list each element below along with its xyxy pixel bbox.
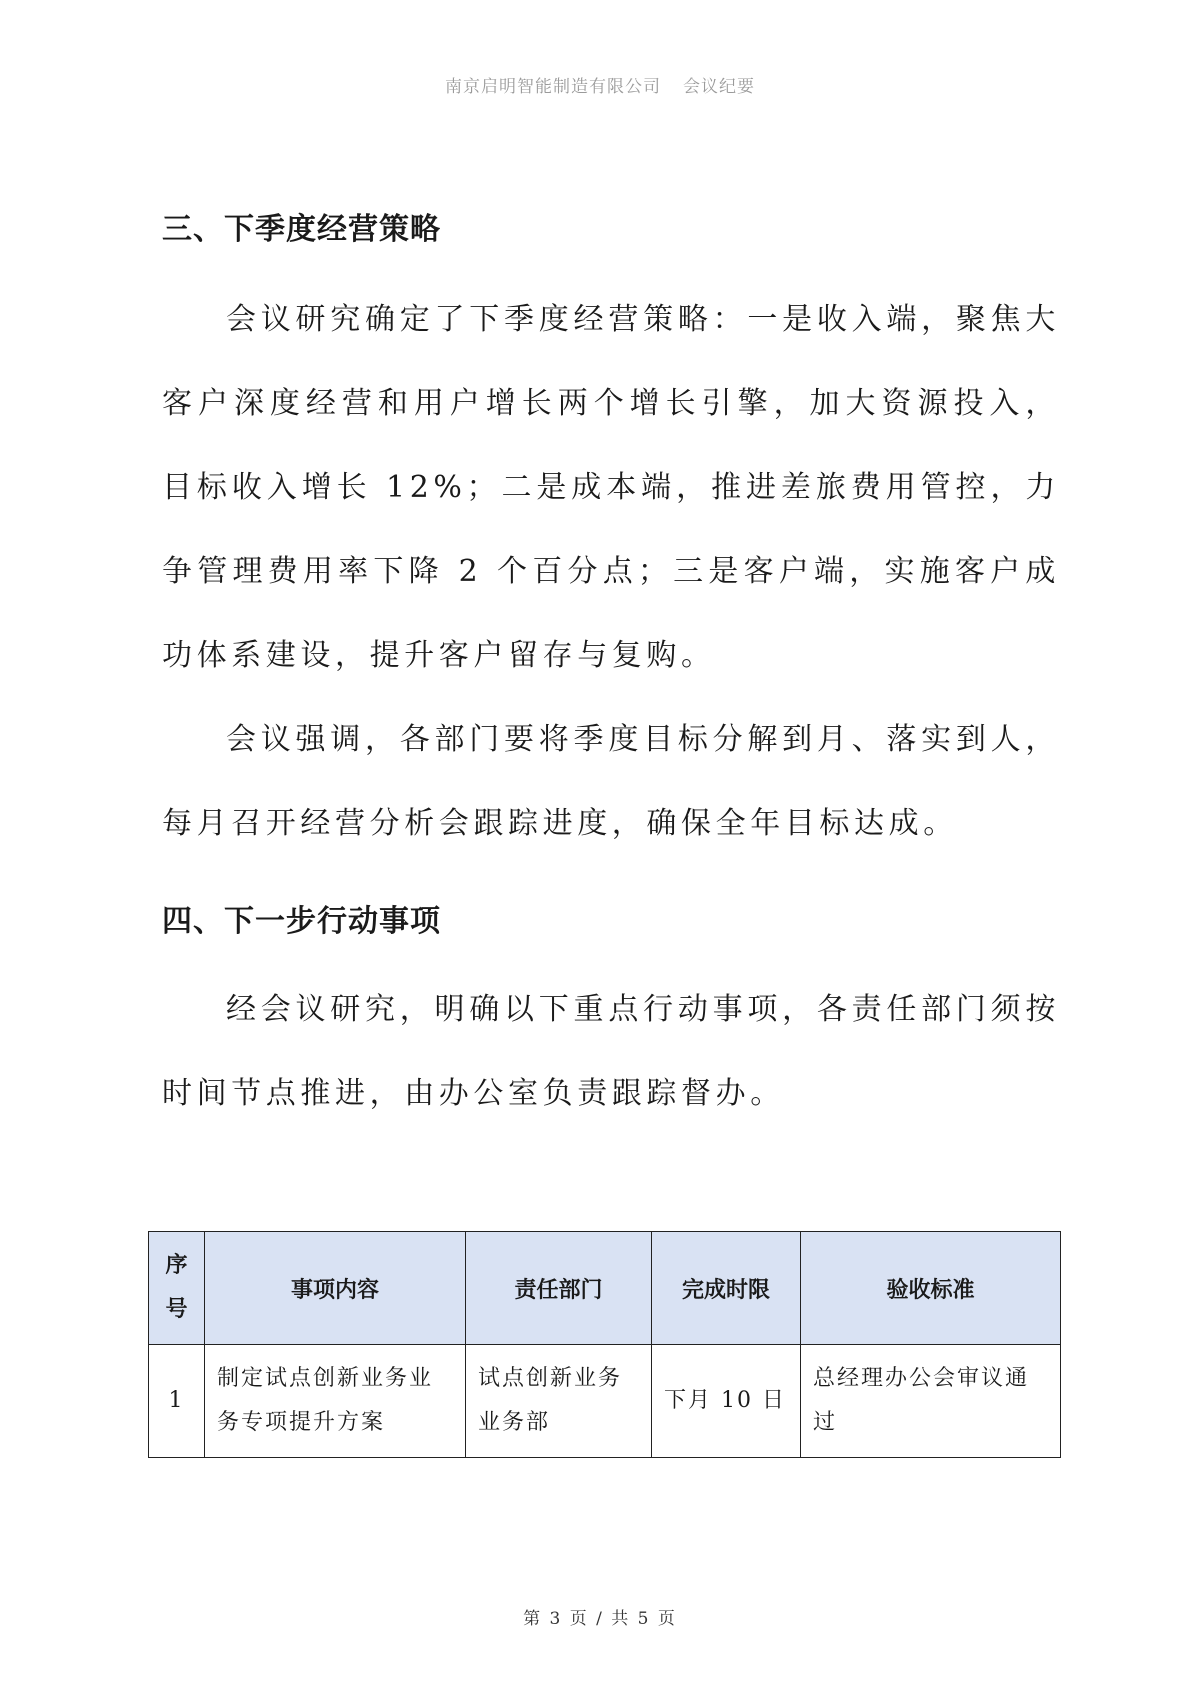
table-header-row — [149, 1232, 1061, 1345]
row-criteria: 总经理办公会审议通过 — [801, 1345, 1061, 1458]
strategy-paragraph-2: 会议强调，各部门要将季度目标分解到月、落实到人，每月召开经营分析会跟踪进度，确保全年目标达成。 — [162, 722, 1060, 841]
document-type: 会议纪要 — [683, 77, 755, 97]
action-items-table — [148, 1231, 1061, 1458]
row-deadline: 下月 10 日 — [652, 1345, 801, 1458]
row-department: 试点创新业务业务部 — [466, 1345, 652, 1458]
header-cell-item: 事项内容 — [205, 1232, 466, 1345]
header-number-char1: 序 — [165, 1253, 188, 1278]
strategy-paragraph-1: 会议研究确定了下季度经营策略：一是收入端，聚焦大客户深度经营和用户增长两个增长引擎，加大资源投入，目标收入增长 12%；二是成本端，推进差旅费用管控，力争管理费用率下降 2 个百分点；三是客户端，实施客户成功体系建设，提升客户留存与复购。 — [162, 302, 1060, 673]
row-item: 制定试点创新业务业务专项提升方案 — [205, 1345, 466, 1458]
header-number-char2: 号 — [165, 1297, 188, 1322]
header-cell-number — [149, 1232, 205, 1345]
actions-intro-paragraph: 经会议研究，明确以下重点行动事项，各责任部门须按时间节点推进，由办公室负责跟踪督办。 — [162, 992, 1060, 1111]
header-cell-department: 责任部门 — [466, 1232, 652, 1345]
section-title-strategy: 三、下季度经营策略 — [162, 212, 441, 247]
page-footer: 第 3 页 / 共 5 页 — [523, 1609, 677, 1629]
header-cell-criteria: 验收标准 — [801, 1232, 1061, 1345]
row-number: 1 — [149, 1345, 205, 1458]
header-cell-deadline: 完成时限 — [652, 1232, 801, 1345]
company-name: 南京启明智能制造有限公司 — [445, 77, 661, 97]
document-body — [162, 210, 1060, 1136]
section-title-actions: 四、下一步行动事项 — [162, 904, 441, 939]
table-row — [149, 1345, 1061, 1458]
page-header — [0, 72, 1200, 97]
